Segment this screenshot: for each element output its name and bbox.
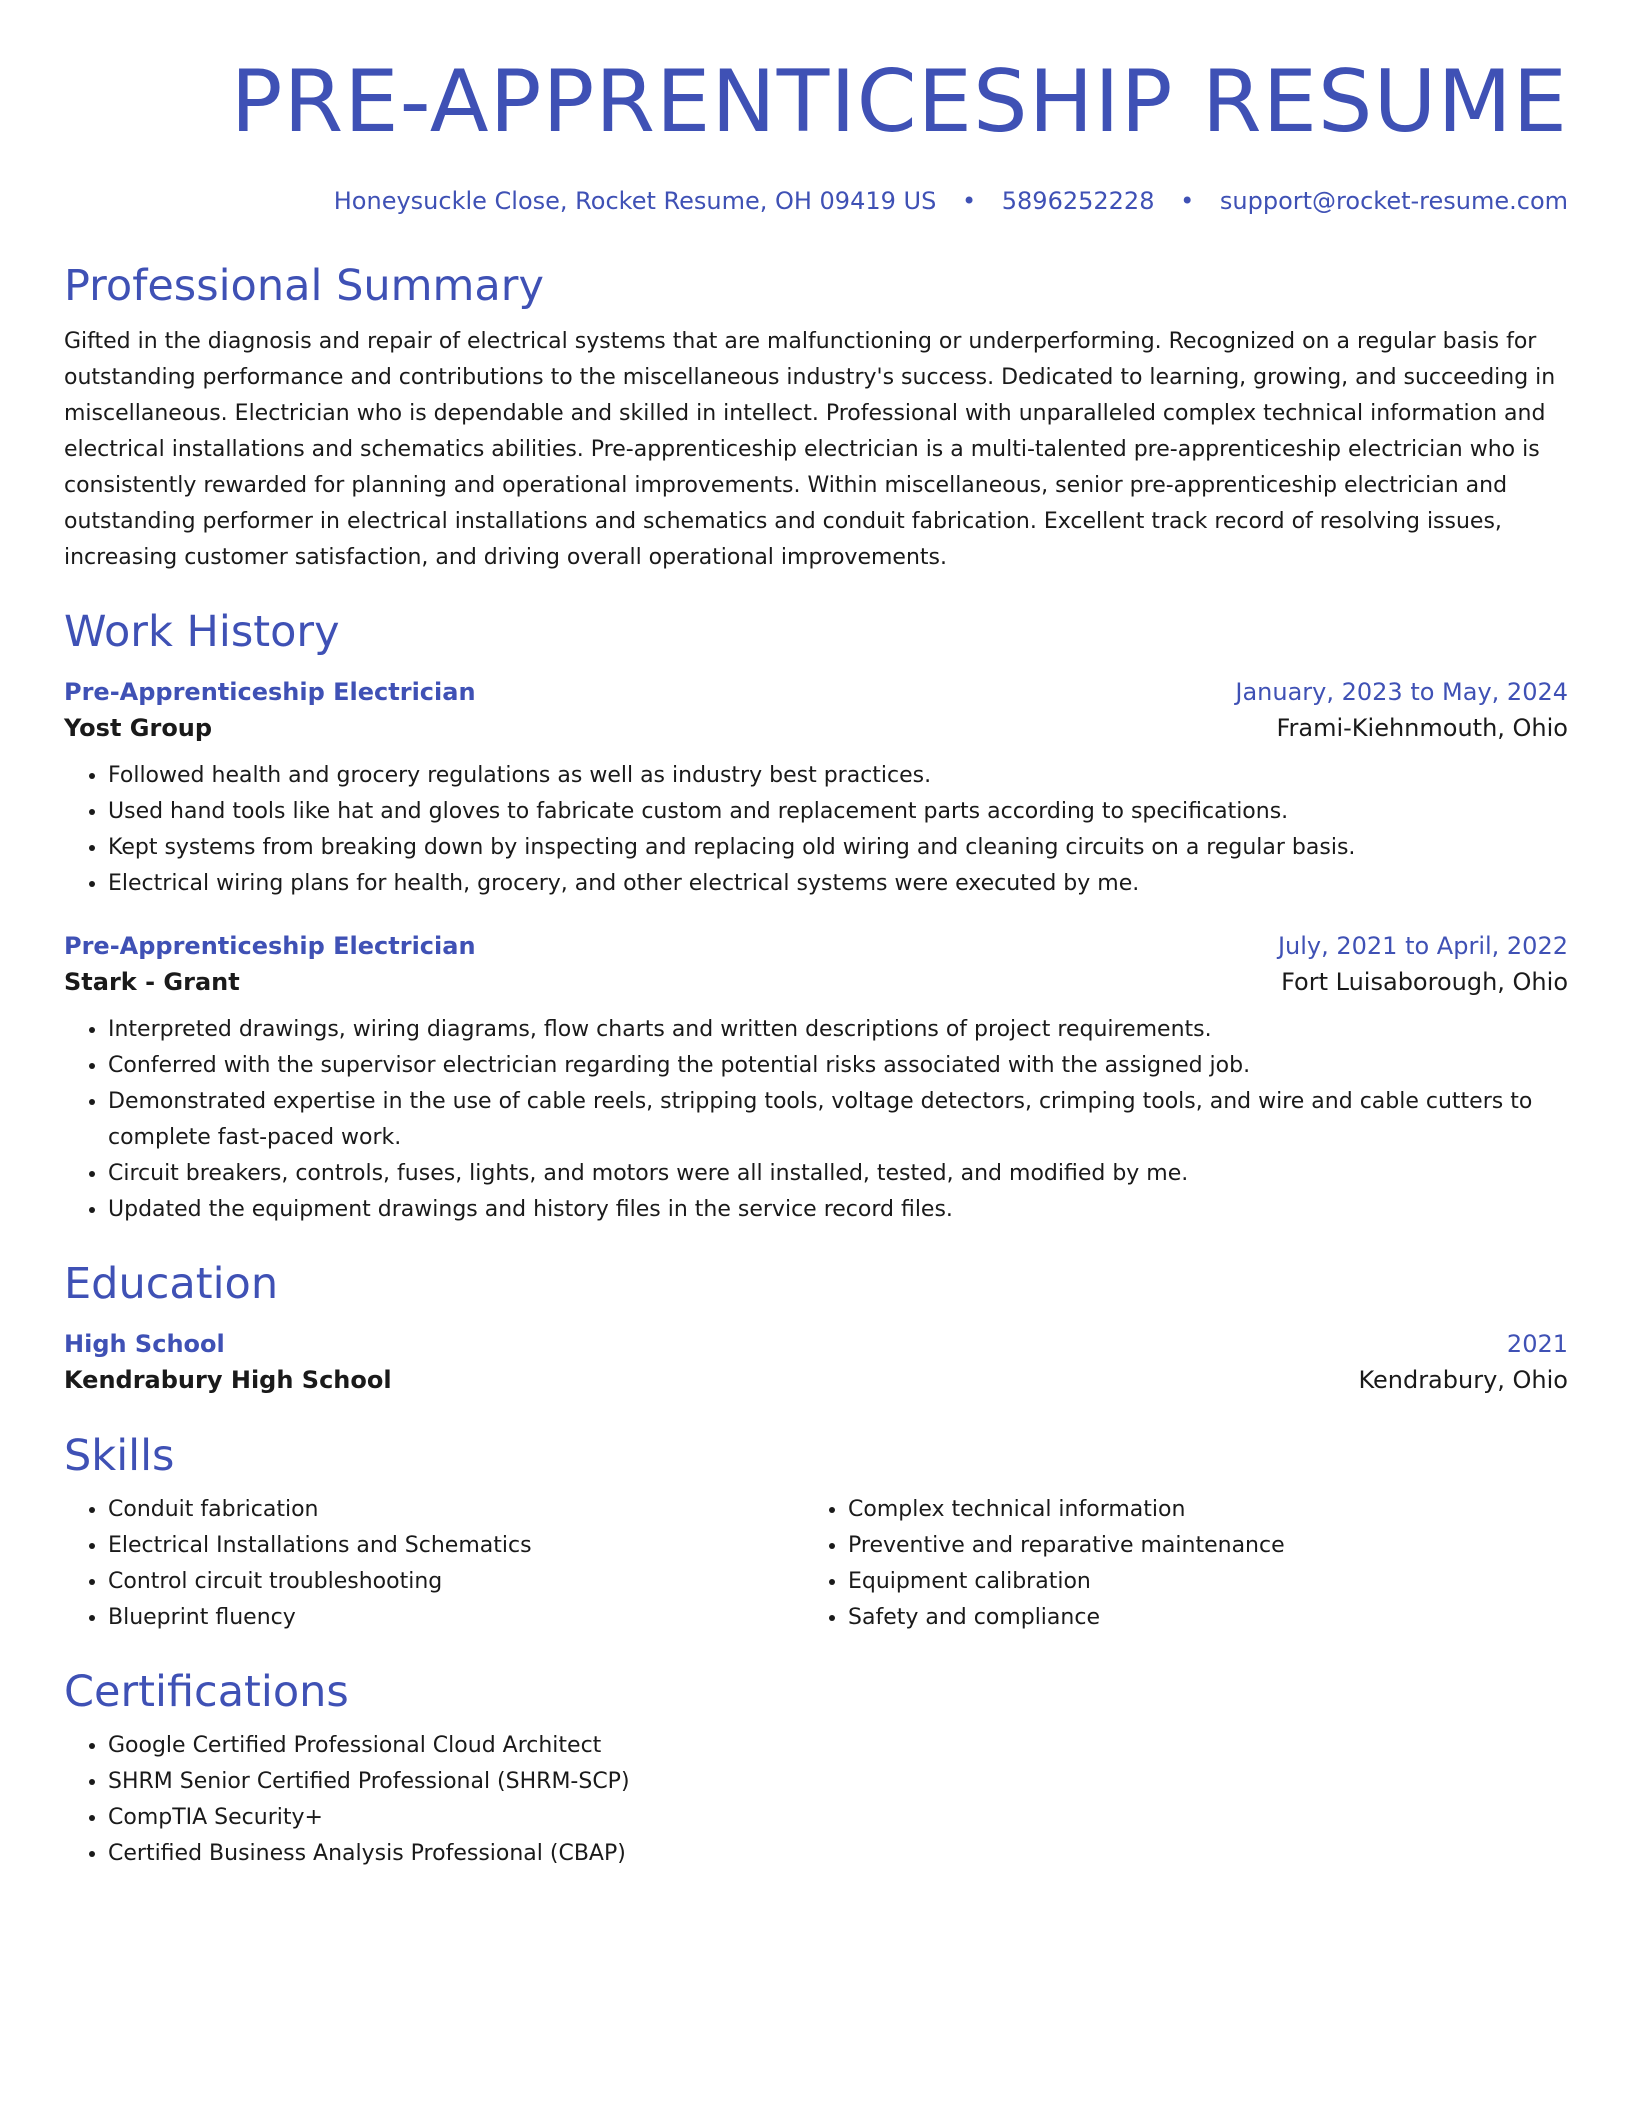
skill-item: • Complex technical information (848, 1492, 1544, 1528)
certification-item: • CompTIA Security+ (108, 1800, 1568, 1836)
education-year: 2021 (1506, 1330, 1568, 1358)
job-dates: July, 2021 to April, 2022 (1277, 932, 1568, 960)
skills-column-left (64, 1492, 804, 1636)
skill-item: • Electrical Installations and Schematics (108, 1528, 804, 1564)
skills-heading: Skills (64, 1431, 175, 1481)
job-bullet-list (64, 758, 1568, 902)
skills-grid (64, 1492, 1568, 1636)
skill-item: • Safety and compliance (848, 1600, 1544, 1636)
job-bullet: • Conferred with the supervisor electrician regarding the potential risks associated with the assigned job. (108, 1048, 1568, 1084)
education-degree: High School (64, 1330, 225, 1358)
contact-separator: • (1180, 187, 1195, 215)
job-bullet: • Demonstrated expertise in the use of cable reels, stripping tools, voltage detectors, crimping tools, and wire and cable cutters to complete fast-paced work. (108, 1084, 1568, 1156)
skill-item: • Preventive and reparative maintenance (848, 1528, 1544, 1564)
resume-title: PRE-APPRENTICESHIP RESUME (230, 52, 1568, 152)
skill-item: • Equipment calibration (848, 1564, 1544, 1600)
job-position: Pre-Apprenticeship Electrician (64, 932, 476, 960)
contact-line (64, 186, 1568, 216)
job-company: Stark - Grant (64, 968, 240, 996)
job-bullet: • Updated the equipment drawings and history files in the service record files. (108, 1192, 1568, 1228)
job-company: Yost Group (64, 714, 213, 742)
job-bullet: • Electrical wiring plans for health, grocery, and other electrical systems were executed by me. (108, 866, 1568, 902)
education-section (64, 1258, 1568, 1400)
certifications-list (64, 1728, 1568, 1872)
certifications-section (64, 1666, 1568, 1872)
job-bullet: • Interpreted drawings, wiring diagrams, flow charts and written descriptions of project requirements. (108, 1012, 1568, 1048)
contact-address: Honeysuckle Close, Rocket Resume, OH 09419 US (333, 187, 937, 215)
job-entry (64, 930, 1568, 1228)
contact-email: support@rocket-resume.com (1219, 187, 1568, 215)
skill-item: • Blueprint fluency (108, 1600, 804, 1636)
contact-separator: • (961, 187, 977, 215)
education-heading: Education (64, 1259, 279, 1309)
skills-section (64, 1430, 1568, 1636)
job-bullet: • Used hand tools like hat and gloves to fabricate custom and replacement parts according to specifications. (108, 794, 1568, 830)
job-entry (64, 676, 1568, 902)
contact-phone: 5896252228 (1001, 187, 1155, 215)
job-position: Pre-Apprenticeship Electrician (64, 678, 476, 706)
summary-text: Gifted in the diagnosis and repair of electrical systems that are malfunctioning or underperforming. Recognized on a regular basis for outstanding performance and contributions to the miscellaneous industry's success. Dedicated to learning, growing, and succeeding in miscellaneous. Electrician who is dependable and skilled in intellect. Professional with unparalleled complex technical information and electrical installations and schematics abilities. Pre-apprenticeship electrician is a multi-talented pre-apprenticeship electrician who is consistently rewarded for planning and operational improvements. Within miscellaneous, senior pre-apprenticeship electrician and outstanding performer in electrical installations and schematics and conduit fabrication. Excellent track record of resolving issues, increasing customer satisfaction, and driving overall operational improvements. (64, 329, 1556, 570)
education-school: Kendrabury High School (64, 1366, 392, 1394)
certification-item: • Google Certified Professional Cloud Architect (108, 1728, 1568, 1764)
skills-column-right (804, 1492, 1544, 1636)
job-bullet: • Circuit breakers, controls, fuses, lights, and motors were all installed, tested, and modified by me. (108, 1156, 1568, 1192)
skill-item: • Conduit fabrication (108, 1492, 804, 1528)
job-bullet: • Followed health and grocery regulations as well as industry best practices. (108, 758, 1568, 794)
job-bullet: • Kept systems from breaking down by inspecting and replacing old wiring and cleaning circuits on a regular basis. (108, 830, 1568, 866)
education-location: Kendrabury, Ohio (1358, 1366, 1568, 1394)
work-history-section (64, 606, 1568, 1228)
skills-list (804, 1492, 1544, 1636)
summary-heading: Professional Summary (64, 261, 544, 311)
certification-item: • Certified Business Analysis Professional (CBAP) (108, 1836, 1568, 1872)
education-entry (64, 1328, 1568, 1400)
job-bullet-list (64, 1012, 1568, 1228)
certification-item: • SHRM Senior Certified Professional (SHRM-SCP) (108, 1764, 1568, 1800)
job-dates: January, 2023 to May, 2024 (1235, 678, 1568, 706)
job-location: Fort Luisaborough, Ohio (1281, 968, 1568, 996)
skill-item: • Control circuit troubleshooting (108, 1564, 804, 1600)
job-location: Frami-Kiehnmouth, Ohio (1276, 714, 1568, 742)
skills-list (64, 1492, 804, 1636)
work-history-heading: Work History (64, 607, 340, 657)
certifications-heading: Certifications (64, 1667, 349, 1717)
